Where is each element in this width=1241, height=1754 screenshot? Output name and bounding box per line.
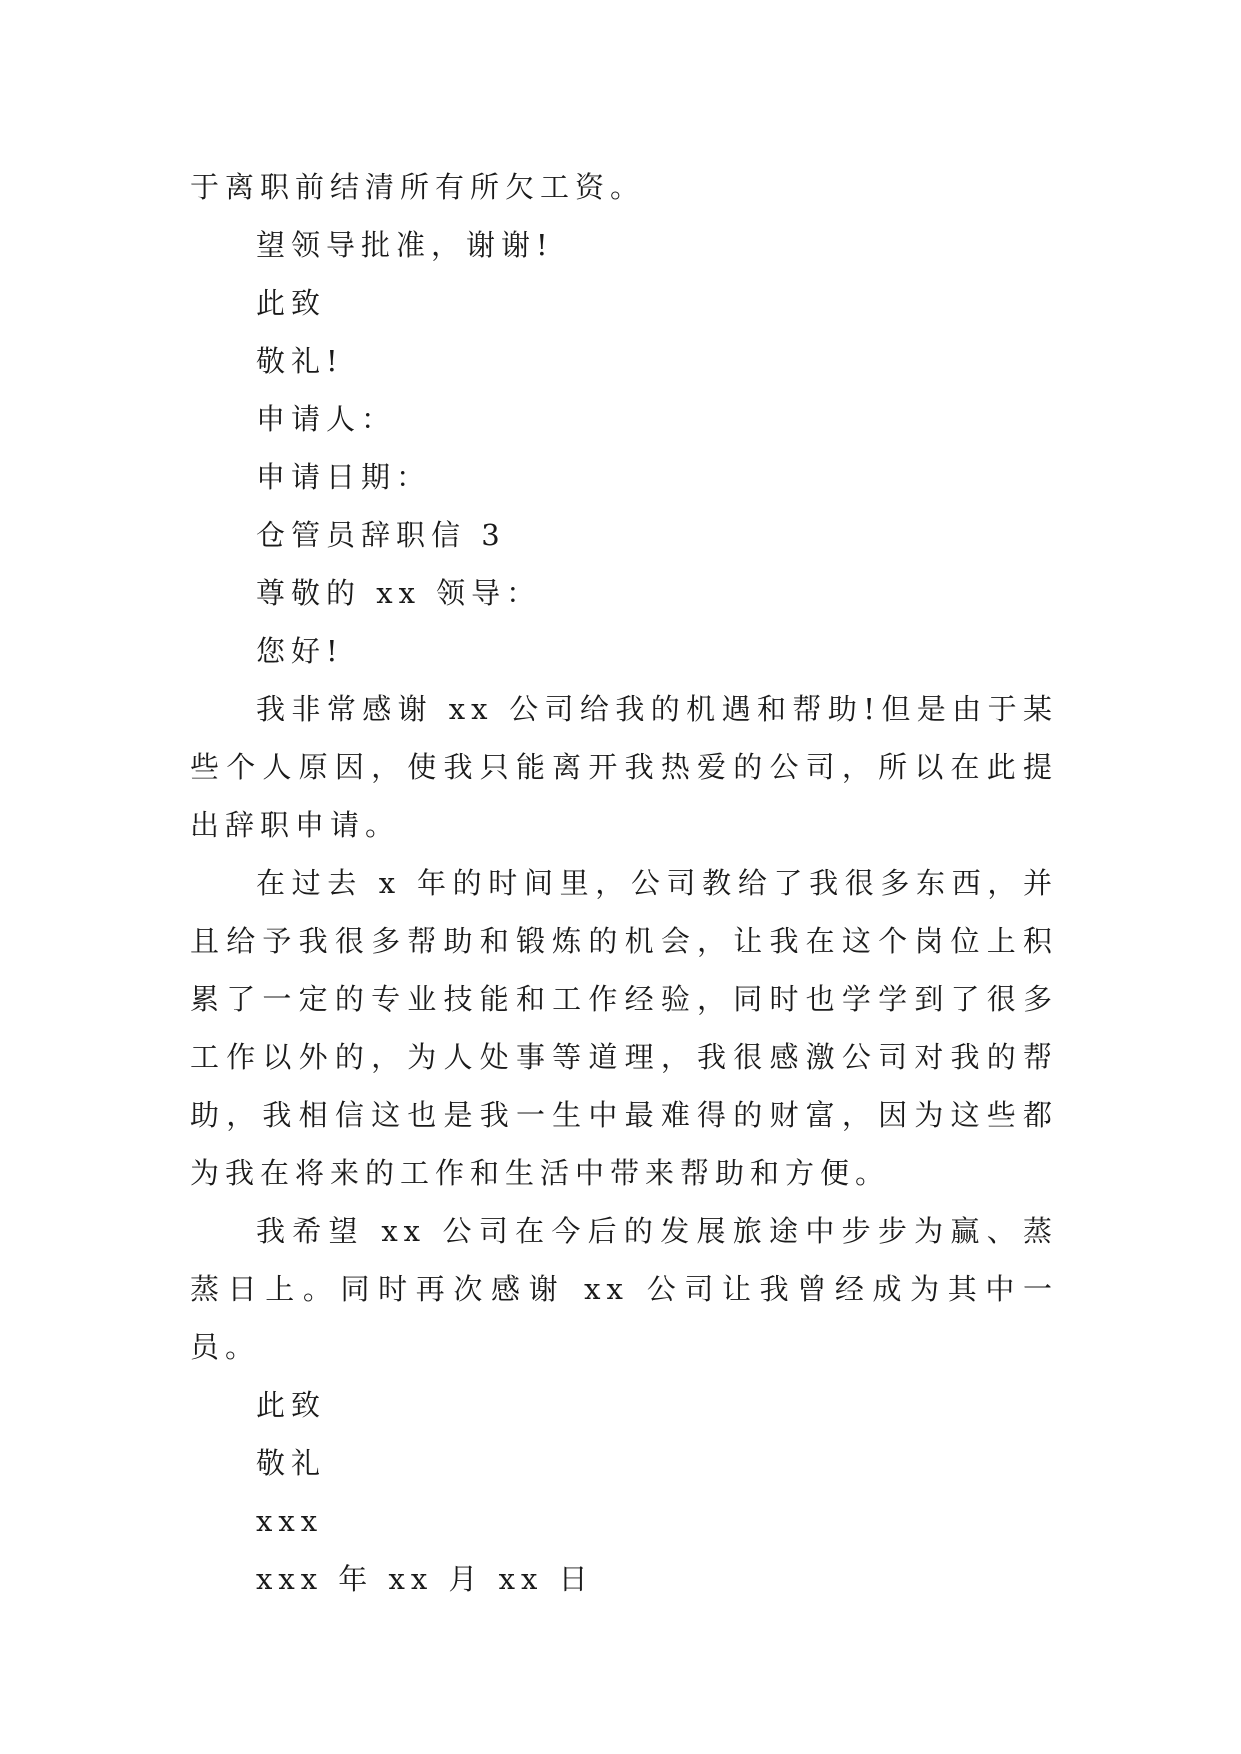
paragraph-gratitude: 在过去 x 年的时间里，公司教给了我很多东西，并且给予我很多帮助和锻炼的机会，让我在这个岗位上积累了一定的专业技能和工作经验，同时也学学到了很多工作以外的，为人处事等道理，我很感激公司对我的帮助，我相信这也是我一生中最难得的财富，因为这些都为我在将来的工作和生活中带来帮助和方便。 (190, 866, 1058, 1190)
paragraph-wage-settlement: 于离职前结清所有所欠工资。 (190, 170, 646, 204)
applicant-label: 申请人： (256, 402, 397, 436)
paragraph-wishes: 我希望 xx 公司在今后的发展旅途中步步为赢、蒸蒸日上。同时再次感谢 xx 公司让我曾经成为其中一员。 (190, 1214, 1058, 1364)
paragraph-approval-request: 望领导批准，谢谢! (256, 228, 554, 262)
closing-cizhi-2: 此致 (256, 1388, 327, 1422)
application-date-label: 申请日期： (256, 460, 432, 494)
salutation: 尊敬的 xx 领导： (256, 576, 542, 610)
paragraph-resignation-reason: 我非常感谢 xx 公司给我的机遇和帮助!但是由于某些个人原因，使我只能离开我热爱的公司，所以在此提出辞职申请。 (190, 692, 1058, 842)
letter-title: 仓管员辞职信 3 (256, 518, 506, 552)
closing-jingli: 敬礼! (256, 344, 344, 378)
greeting: 您好! (256, 634, 344, 668)
signature-date: xxx 年 xx 月 xx 日 (256, 1562, 594, 1596)
signature-name: xxx (256, 1504, 324, 1538)
document-body (190, 158, 1058, 1608)
closing-jingli-2: 敬礼 (256, 1446, 327, 1480)
closing-cizhi: 此致 (256, 286, 327, 320)
